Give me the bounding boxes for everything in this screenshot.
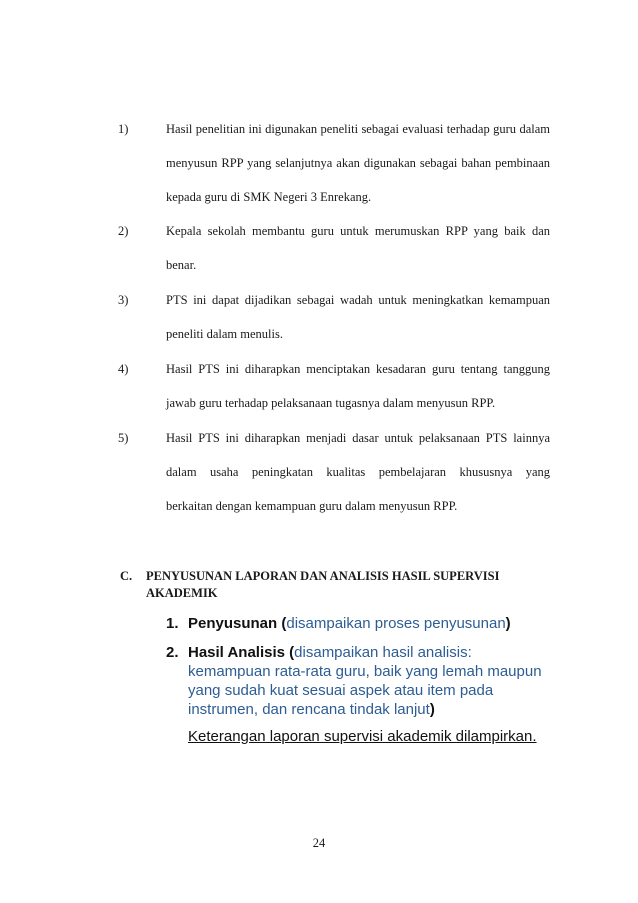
sub-item-number: 2. xyxy=(166,644,179,661)
sub-item-close-paren: ) xyxy=(505,615,511,632)
attachment-note: Keterangan laporan supervisi akademik dilampirkan. xyxy=(188,728,537,745)
list-item-1 xyxy=(118,112,550,214)
list-number: 3) xyxy=(118,293,129,307)
list-item-3 xyxy=(118,283,550,351)
list-text: Hasil PTS ini diharapkan menciptakan kesadaran guru tentang tanggung jawab guru terhadap pelaksanaan tugasnya dalam menyusun RPP. xyxy=(166,362,550,410)
sub-item-detail: disampaikan hasil analisis: kemampuan rata-rata guru, baik yang lemah maupun yang sudah kuat sesuai aspek atau item pada instrumen, dan rencana tindak lanjut xyxy=(188,644,542,718)
sub-item-label: Penyusunan xyxy=(188,615,278,632)
list-text: PTS ini dapat dijadikan sebagai wadah untuk meningkatkan kemampuan peneliti dalam menulis. xyxy=(166,293,550,341)
sub-item-number: 1. xyxy=(166,615,179,632)
list-text-line: Hasil PTS ini diharapkan menjadi dasar untuk pelaksanaan PTS lainnya xyxy=(166,431,550,445)
sub-item-2 xyxy=(166,643,556,719)
sub-item-close-paren: ) xyxy=(429,701,435,718)
section-letter: C. xyxy=(120,569,133,583)
list-number: 2) xyxy=(118,224,129,238)
list-number: 4) xyxy=(118,362,129,376)
sub-item-1 xyxy=(166,614,556,633)
section-title: PENYUSUNAN LAPORAN DAN ANALISIS HASIL SUPERVISI AKADEMIK xyxy=(146,569,500,600)
list-text-line: dalam usaha peningkatan kualitas pembelajaran khususnya yang xyxy=(166,465,550,479)
page-number: 24 xyxy=(312,836,326,850)
list-text: Hasil penelitian ini digunakan peneliti sebagai evaluasi terhadap guru dalam menyusun RPP yang selanjutnya akan digunakan sebagai bahan pembinaan kepada guru di SMK Negeri 3 Enrekang. xyxy=(166,122,550,204)
section-heading xyxy=(120,568,540,602)
list-text: Kepala sekolah membantu guru untuk merumuskan RPP yang baik dan benar. xyxy=(166,224,550,272)
sub-item-open-paren: ( xyxy=(277,615,287,632)
list-item-4 xyxy=(118,352,550,420)
list-number: 5) xyxy=(118,431,129,445)
sub-item-detail: disampaikan proses penyusunan xyxy=(286,615,506,632)
sub-item-label: Hasil Analisis xyxy=(188,644,285,661)
list-item-2 xyxy=(118,214,550,282)
list-text-line: berkaitan dengan kemampuan guru dalam menyusun RPP. xyxy=(166,499,458,513)
list-number: 1) xyxy=(118,122,129,136)
sub-item-open-paren: ( xyxy=(285,644,295,661)
list-item-5 xyxy=(118,421,550,523)
